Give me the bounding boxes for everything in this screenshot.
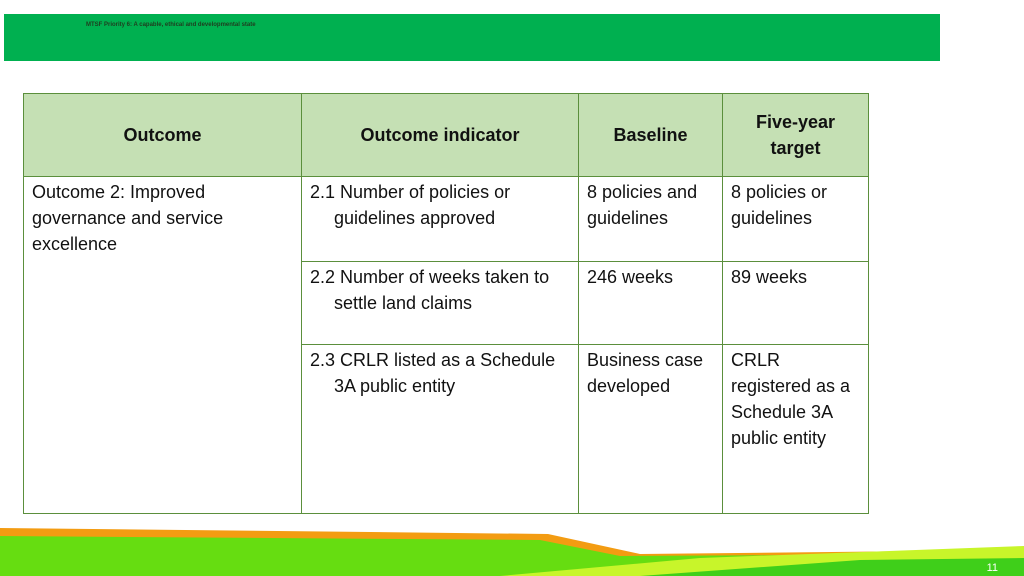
page-number: 11 [986, 562, 998, 574]
table-header-row [24, 94, 869, 177]
slide-title: MTSF Priority 6: A capable, ethical and developmental state [86, 22, 256, 28]
table-row [24, 177, 869, 262]
indicator-cell [302, 262, 579, 345]
target-cell: 8 policies or guidelines [723, 177, 869, 262]
outcome-cell: Outcome 2: Improved governance and service excellence [24, 177, 302, 514]
target-cell: CRLR registered as a Schedule 3A public entity [723, 345, 869, 514]
indicator-text: 2.2 Number of weeks taken to settle land claims [310, 267, 550, 313]
baseline-cell: 8 policies and guidelines [579, 177, 723, 262]
footer-decoration [0, 520, 1024, 576]
header-baseline: Baseline [579, 94, 723, 177]
header-five-year-target: Five-year target [723, 94, 869, 177]
header-outcome: Outcome [24, 94, 302, 177]
baseline-cell: Business case developed [579, 345, 723, 514]
header-outcome-indicator: Outcome indicator [302, 94, 579, 177]
outcomes-table [23, 93, 869, 514]
indicator-cell [302, 345, 579, 514]
baseline-cell: 246 weeks [579, 262, 723, 345]
indicator-text: 2.3 CRLR listed as a Schedule 3A public entity [310, 350, 556, 396]
indicator-cell [302, 177, 579, 262]
target-cell: 89 weeks [723, 262, 869, 345]
indicator-text: 2.1 Number of policies or guidelines approved [310, 182, 511, 228]
